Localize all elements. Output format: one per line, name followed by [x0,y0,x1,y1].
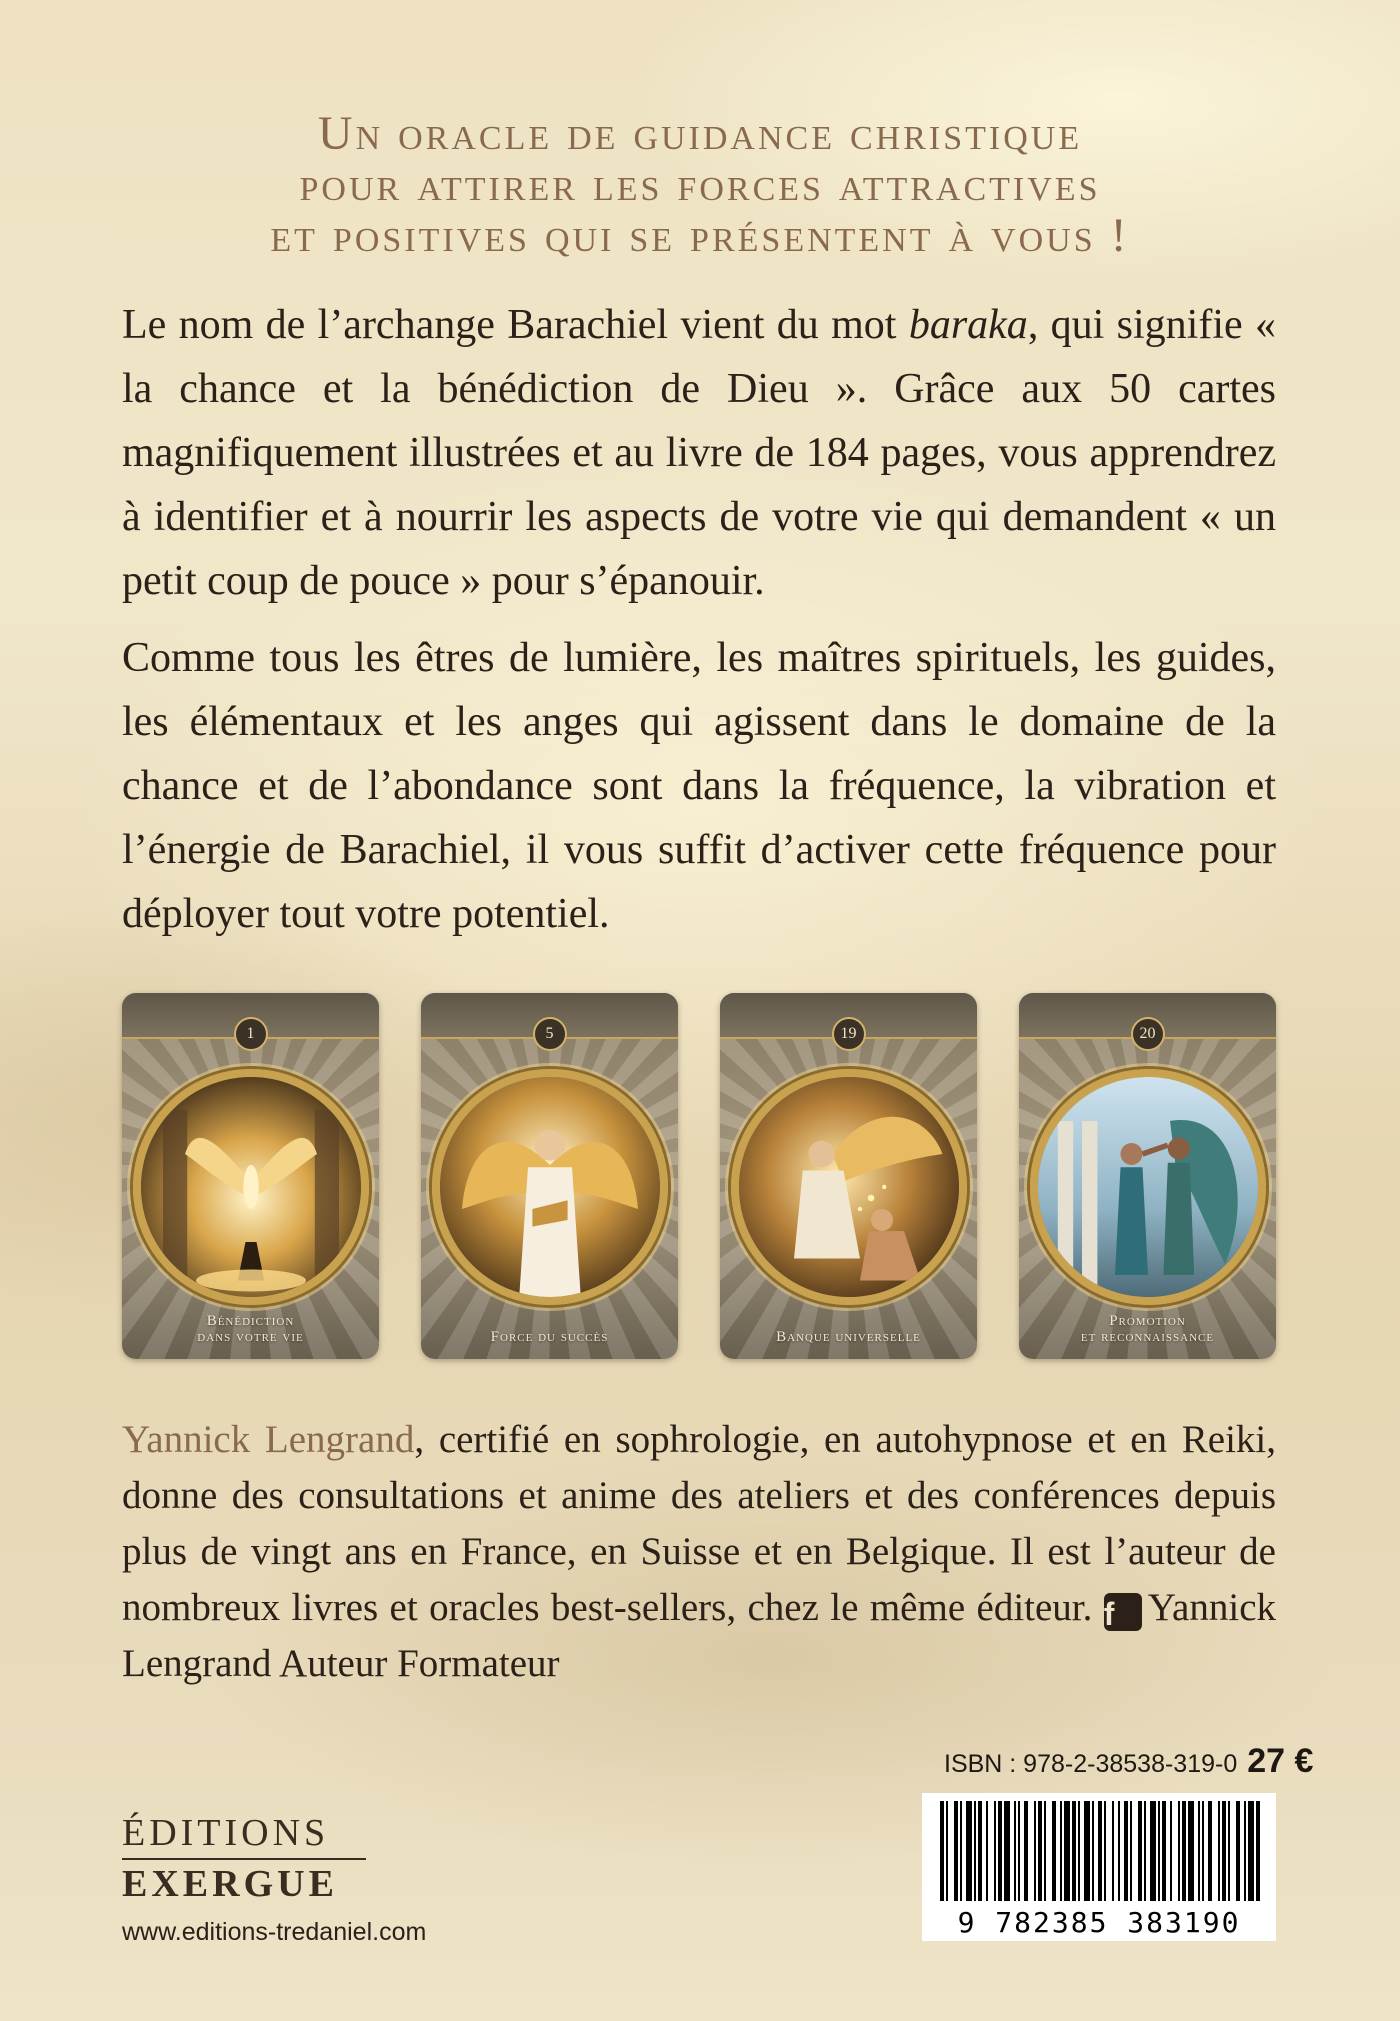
barcode-bar [1138,1801,1142,1901]
publisher-website: www.editions-tredaniel.com [122,1918,427,1946]
barcode-bar [1004,1801,1010,1901]
barcode-bar [954,1801,958,1901]
description-paragraph-1 [122,293,1276,613]
barcode-digits: 9 782385 383190 [957,1906,1241,1939]
barcode-bar [1098,1801,1102,1901]
angel-handshake-illustration [1038,1077,1258,1297]
publisher-logo [122,1812,382,1904]
card-number-badge: 20 [1131,1017,1165,1051]
oracle-card-19 [720,993,977,1359]
barcode-bar [1018,1801,1020,1901]
author-name: Yannick Lengrand [122,1418,415,1461]
paragraph-1-italic: baraka [908,302,1028,348]
barcode-bar [1064,1801,1070,1901]
barcode-bar [1124,1801,1128,1901]
barcode-bar [1024,1801,1028,1901]
isbn-number: ISBN : 978-2-38538-319-0 [944,1750,1238,1778]
card-illustration-medallion [133,1069,369,1305]
barcode-bar [1218,1801,1220,1901]
publisher-rule [122,1858,366,1860]
winged-angel-illustration [141,1077,361,1297]
barcode-bar [1084,1801,1090,1901]
card-title-line-1: Promotion [1109,1313,1186,1329]
card-illustration-medallion [731,1069,967,1305]
barcode-bar [1158,1801,1160,1901]
barcode-bar [1236,1801,1240,1901]
barcode-bar [1248,1801,1254,1901]
oracle-card-row [122,993,1276,1361]
barcode-bar [1044,1801,1046,1901]
card-title [427,1329,672,1345]
barcode-bar [1162,1801,1166,1901]
barcode-bar [1170,1801,1172,1901]
barcode-bar [1112,1801,1114,1901]
description-paragraph-2: Comme tous les êtres de lumière, les maîtres spirituels, les guides, les élémentaux et les anges qui agissent dans le domaine de la chance et de l’abondance sont dans la fréquence, la vibration et l’énergie de Barachiel, il vous suffit d’activer cette fréquence pour déployer tout votre potentiel. [122,635,1276,937]
barcode-bar [1034,1801,1036,1901]
barcode-bar [940,1801,944,1901]
barcode-bar [1178,1801,1180,1901]
barcode-bar [1208,1801,1212,1901]
card-number-badge: 19 [832,1017,866,1051]
barcode-bar [994,1801,996,1901]
publisher-line-1: ÉDITIONS [122,1812,330,1854]
barcode-bar [974,1801,976,1901]
barcode-bar [1198,1801,1200,1901]
barcode-bar [1150,1801,1156,1901]
back-cover-headline [100,108,1300,261]
headline-line-2: pour attirer les forces attractives [299,158,1101,211]
author-bio [122,1412,1276,1692]
price: 27 € [1247,1742,1314,1780]
oracle-card-20 [1019,993,1276,1359]
headline-line-1: Un oracle de guidance christique [317,107,1083,160]
barcode-bar [1118,1801,1120,1901]
barcode-bar [946,1801,948,1901]
barcode-bar [1182,1801,1186,1901]
barcode-bar [1228,1801,1230,1901]
barcode-bar [1092,1801,1094,1901]
publisher-line-2: EXERGUE [122,1863,338,1905]
barcode [922,1793,1276,1941]
barcode-bar [986,1801,988,1901]
card-title [726,1329,971,1345]
barcode-bar [1130,1801,1132,1901]
author-bio-text: , certifié en sophrologie, en autohypnose et en Reiki, donne des consultations et anime des ateliers et des conférences depuis plus de vingt ans en France, en Suisse et en Belgique. Il est l’auteur de nombreux livres et oracles best-sellers, chez le même éditeur. [122,1418,1276,1629]
barcode-bar [1060,1801,1062,1901]
card-number-badge: 1 [234,1017,268,1051]
barcode-bar [960,1801,962,1901]
card-title-line-2: dans votre vie [197,1329,304,1345]
barcode-bar [1078,1801,1080,1901]
angel-giving-illustration [739,1077,959,1297]
barcode-bar [1256,1801,1260,1901]
card-illustration-medallion [432,1069,668,1305]
card-title-line-1: Bénédiction [206,1313,295,1329]
card-title [128,1313,373,1345]
isbn-price-line [944,1742,1313,1781]
card-illustration-medallion [1030,1069,1266,1305]
barcode-bar [1188,1801,1194,1901]
card-title-line-1: Force du succès [490,1329,609,1345]
card-title-line-2: et reconnaissance [1080,1329,1215,1345]
barcode-bar [1072,1801,1076,1901]
barcode-bar [1052,1801,1056,1901]
oracle-card-1 [122,993,379,1359]
paragraph-1-start: Le nom de l’archange Barachiel vient du mot [122,302,909,348]
headline-line-3: et positives qui se présentent à vous ! [270,209,1130,262]
card-title-line-1: Banque universelle [776,1329,921,1345]
barcode-bar [1014,1801,1016,1901]
barcode-bars [922,1793,1276,1905]
barcode-bar [1038,1801,1042,1901]
barcode-bar [1104,1801,1106,1901]
archangel-illustration [440,1077,660,1297]
barcode-bar [978,1801,982,1901]
barcode-bar [1222,1801,1226,1901]
oracle-card-5 [421,993,678,1359]
paragraph-1-rest: , qui signifie « la chance et la bénédiction de Dieu ». Grâce aux 50 cartes magnifiquement illustrées et au livre de 184 pages, vous apprendrez à identifier et à nourrir les aspects de votre vie qui demandent « un petit coup de pouce » pour s’épanouir. [122,302,1276,604]
facebook-page-name: Yannick Lengrand Auteur Formateur [122,1586,1276,1685]
barcode-bar [998,1801,1002,1901]
barcode-bar [1202,1801,1204,1901]
barcode-bar [1244,1801,1246,1901]
barcode-bar [1144,1801,1146,1901]
card-number-badge: 5 [533,1017,567,1051]
card-title [1025,1313,1270,1345]
barcode-bar [966,1801,972,1901]
facebook-icon: f [1104,1593,1142,1631]
